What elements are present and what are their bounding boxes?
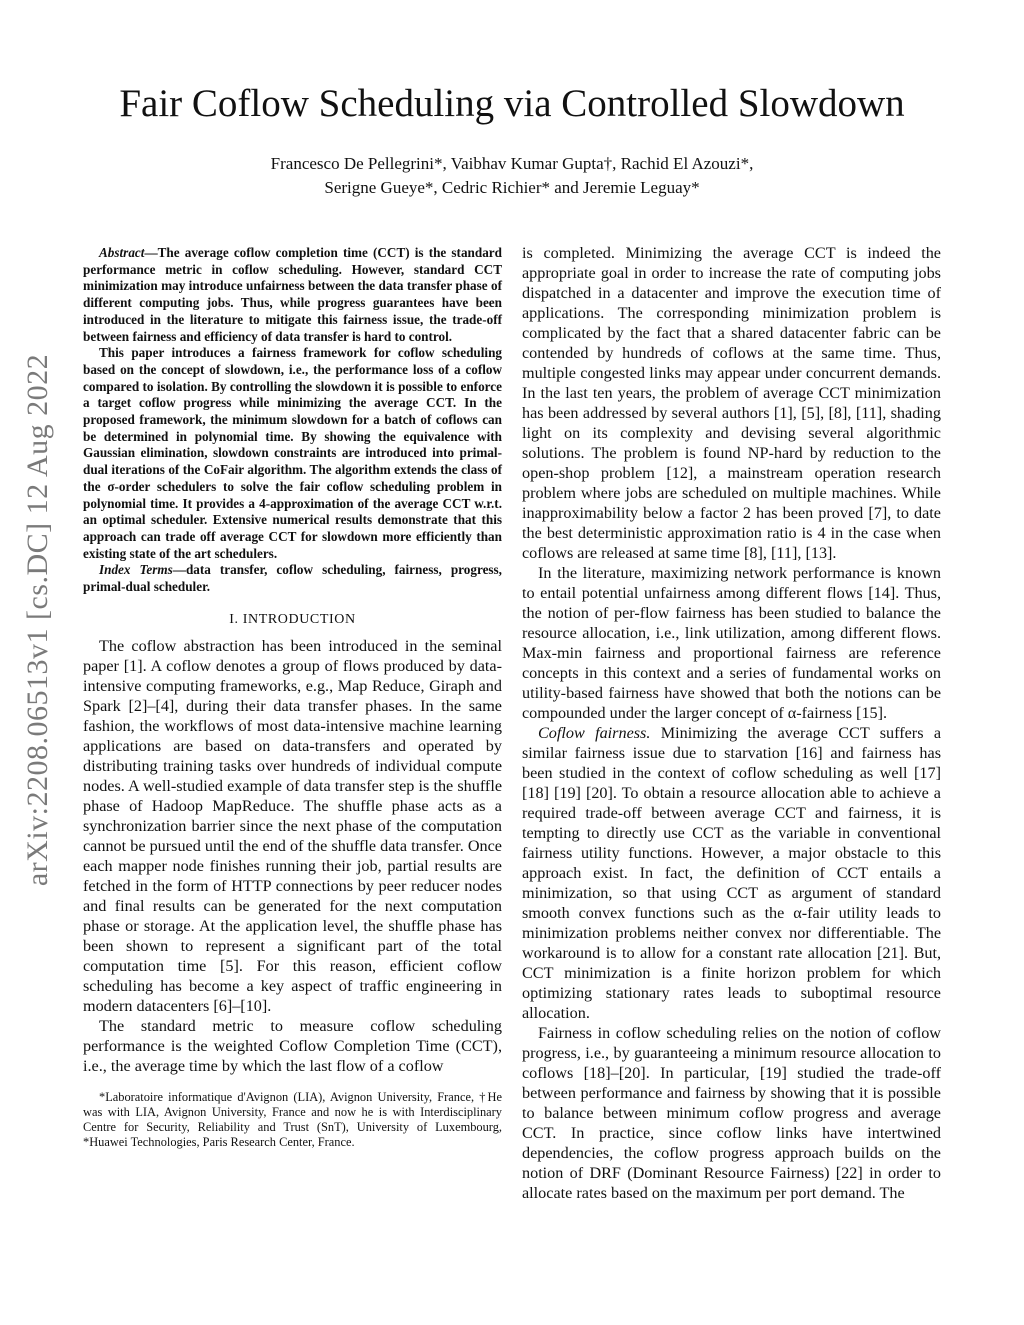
index-terms-text: —data transfer, coflow scheduling, fairness, progress, primal-dual scheduler. [83, 562, 502, 595]
author-line-1: Francesco De Pellegrini*, Vaibhav Kumar Gupta†, Rachid El Azouzi*, [270, 154, 754, 173]
right-column [522, 243, 941, 1203]
abstract-label: Abstract [99, 245, 145, 260]
right-paragraph-4: Fairness in coflow scheduling relies on the notion of coflow progress, i.e., by guaranteeing a minimum resource allocation to coflows [18]–[20]. In particular, [19] studied the trade-off between performance and fairness by showing that it is possible to balance between minimum coflow progress and average CCT. In practice, since coflow links have intertwined dependencies, the coflow progress approach builds on the notion of DRF (Dominant Resource Fairness) [22] in order to allocate rates based on the maximum per port demand. The [522, 1024, 941, 1202]
author-line-2: Serigne Gueye*, Cedric Richier* and Jeremie Leguay* [324, 178, 700, 197]
index-terms-label: Index Terms [99, 562, 173, 578]
arxiv-identifier: arXiv:2208.06513v1 [cs.DC] 12 Aug 2022 [21, 353, 54, 887]
intro-paragraph-1: The coflow abstraction has been introduced in the seminal paper [1]. A coflow denotes a group of flows produced by data-intensive computing frameworks, e.g., Map Reduce, Giraph and Spark [2]–[4], during their data transfer phases. In the same fashion, the workflows of most data-intensive machine learning applications are based on data-transfers and operated by distributing training tasks over hundreds of individual compute nodes. A well-studied example of data transfer step is the shuffle phase of Hadoop MapReduce. The shuffle phase acts as a synchronization barrier since the next phase of the computation cannot be pursued until the end of the shuffle data transfer. Once each mapper node finishes running their job, partial results are fetched in the form of HTTP connections by peer reducer nodes and final results can be generated for the next computation phase or storage. At the application level, the shuffle phase has been shown to represent a significant part of the total computation time [5]. For this reason, efficient coflow scheduling has become a key aspect of traffic engineering in modern datacenters [6]–[10]. [83, 636, 502, 1015]
right-paragraph-1: is completed. Minimizing the average CCT is indeed the appropriate goal in order to increase the rate of computing jobs dispatched in a datacenter and improve the execution time of applications. The corresponding minimization problem is complicated by the fact that a shared datacenter fabric can be contended by hundreds of coflows at the same time. Thus, multiple congested links may appear under concurrent demands. In the last ten years, the problem of average CCT minimization has been addressed by several authors [1], [5], [8], [11], shading light on its complexity and devising several algorithmic solutions. The problem is found NP-hard by reduction to the open-shop problem [12], a mainstream operation research problem where jobs are scheduled on multiple machines. While inapproximability below a factor 2 has been proved [7], to date the best deterministic approximation ratio is 4 in the case when coflows are released at same time [8], [11], [13]. [522, 244, 941, 562]
abstract-paragraph-2: This paper introduces a fairness framework for coflow scheduling based on the concept of slowdown, i.e., the performance loss of a coflow compared to isolation. By controlling the slowdown it is possible to enforce a target coflow progress while minimizing the average CCT. In the proposed framework, the minimum slowdown for a batch of coflows can be determined in polynomial time. By showing the equivalence with Gaussian elimination, slowdown constraints are introduced into primal-dual iterations of the CoFair algorithm. The algorithm extends the class of the σ-order schedulers to solve the fair coflow scheduling problem in polynomial time. It provides a 4-approximation of the average CCT w.r.t. an optimal scheduler. Extensive numerical results demonstrate that this approach can trade off average CCT for slowdown more efficiently than existing state of the art schedulers. [83, 345, 502, 561]
abstract-text-1: —The average coflow completion time (CCT) is the standard performance metric in coflow scheduling. However, standard CCT minimization may introduce unfairness between the data transfer phase of different computing jobs. Thus, while progress guarantees have been introduced in the literature to mitigate this fairness issue, the trade-off between fairness and efficiency of data transfer is hard to control. [83, 245, 502, 344]
left-column [83, 245, 502, 1150]
right-paragraph-2: In the literature, maximizing network performance is known to entail potential unfairness among different flows [14]. Thus, the notion of per-flow fairness has been studied to balance the resource allocation, i.e., link utilization, among different flows. Max-min fairness and proportional fairness are reference concepts in this context and a series of fundamental works on utility-based fairness have showed that both the notions can be compounded under the larger concept of α-fairness [15]. [522, 564, 941, 722]
right-paragraph-3 [522, 723, 941, 1023]
section-heading-introduction: I. INTRODUCTION [229, 611, 356, 627]
abstract-paragraph-1 [83, 245, 502, 345]
index-terms [83, 562, 502, 595]
intro-paragraph-2: The standard metric to measure coflow scheduling performance is the weighted Coflow Completion Time (CCT), i.e., the average time by which the last flow of a coflow [83, 1016, 502, 1075]
author-list [150, 152, 874, 200]
paper-title: Fair Coflow Scheduling via Controlled Slowdown [119, 82, 905, 125]
affiliation-footnote: *Laboratoire informatique d'Avignon (LIA), Avignon University, France, †He was with LIA, Avignon University, France and now he is with Interdisciplinary Centre for Security, Reliability and Trust (SnT), University of Luxembourg, *Huawei Technologies, Paris Research Center, France. [83, 1089, 502, 1149]
coflow-fairness-lead: Coflow fairness. [538, 724, 651, 742]
right-paragraph-3-text: Minimizing the average CCT suffers a similar fairness issue due to starvation [16] and fairness has been studied in the context of coflow scheduling as well [17] [18] [19] [20]. To obtain a resource allocation able to achieve a required trade-off between average CCT and fairness, it is tempting to directly use CCT as the variable in conventional fairness utility functions. However, a major obstacle to this approach exist. In fact, the definition of CCT entails a minimization, so that using CCT as argument of standard smooth convex functions such as the α-fair utility leads to minimization problems neither convex nor differentiable. The workaround is to allow for a constant rate allocation [21]. But, CCT minimization is a finite horizon problem for which optimizing stationary rates leads to suboptimal resource allocation. [522, 724, 942, 1022]
